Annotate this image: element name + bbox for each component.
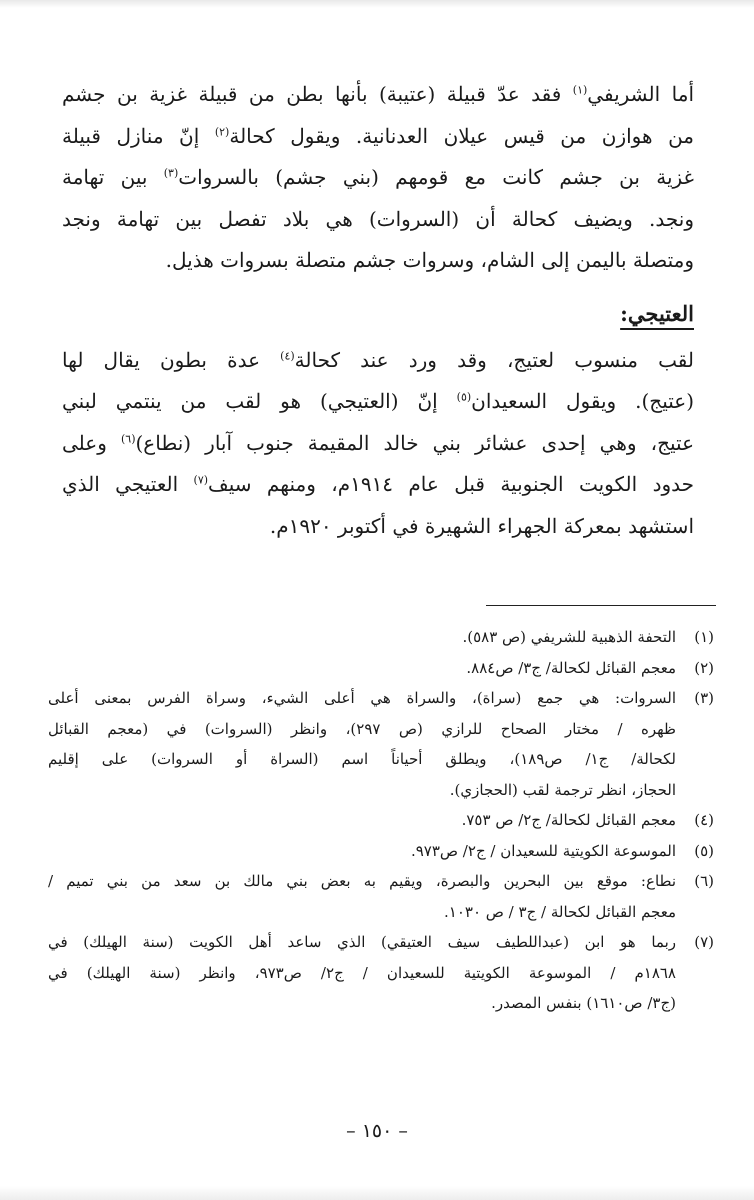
paragraph-line: حدود الكويت الجنوبية قبل عام ١٩١٤م، ومنهم سيف$^{(٧)}$ العتيجي الذي — [62, 472, 694, 496]
footnote-number: (٧) — [694, 933, 714, 951]
footnote-line: معجم القبائل لكحالة/ ج٢/ ص ٧٥٣. — [461, 811, 676, 829]
footnote-text — [48, 836, 676, 867]
footnote-7 — [48, 927, 714, 1019]
page-body — [62, 74, 694, 547]
section-heading — [62, 296, 694, 332]
footnote-4 — [48, 805, 714, 836]
paragraph-line: ومتصلة باليمن إلى الشام، وسروات جشم متصلة بسروات هذيل. — [165, 248, 694, 272]
footnote-text — [48, 622, 676, 653]
footnote-1 — [48, 622, 714, 653]
footnote-ref[interactable]: (١) — [572, 83, 588, 97]
footnote-ref[interactable]: (٣) — [163, 166, 179, 180]
footnote-line: معجم القبائل لكحالة / ج٣ / ص ١٠٣٠. — [444, 902, 676, 921]
footnote-ref[interactable]: (٤) — [280, 348, 295, 362]
page-bottom-edge — [0, 1186, 754, 1200]
paragraph-line: أما الشريفي$^{(١)}$ فقد عدّ قبيلة (عتيبة) بأنها بطن من قبيلة غزية بن جشم — [62, 82, 694, 106]
footnote-5 — [48, 836, 714, 867]
footnote-number: (٤) — [694, 811, 714, 829]
page-number: – ١٥٠ – — [346, 1120, 408, 1142]
footnote-number: (٥) — [694, 841, 714, 860]
footnote-line: السروات: هي جمع (سراة)، والسراة هي أعلى الشيء، وسراة الفرس بمعنى أعلى — [48, 689, 676, 707]
footnote-text — [48, 805, 676, 836]
footnote-number: (١) — [694, 628, 714, 646]
footnote-text — [48, 866, 676, 927]
page-top-edge — [0, 0, 754, 8]
footnote-2 — [48, 653, 714, 684]
paragraph-alutaiji — [62, 340, 694, 548]
footnote-ref[interactable]: (٢) — [214, 124, 230, 138]
footnote-ref[interactable]: (٥) — [456, 390, 472, 404]
footnote-line: التحفة الذهبية للشريفي (ص ٥٨٣). — [462, 628, 676, 646]
footnote-number: (٣) — [694, 689, 714, 707]
footnote-number: (٦) — [694, 872, 714, 890]
paragraph-line: استشهد بمعركة الجهراء الشهيرة في أكتوبر ١٩٢٠م. — [269, 513, 694, 538]
paragraph-line: لقب منسوب لعتيج، وقد ورد عند كحالة$^{(٤)}$ عدة بطون يقال لها — [62, 347, 694, 372]
footnotes-list — [48, 622, 714, 1019]
footnote-text — [48, 927, 676, 1019]
footnote-line: (ج٣/ ص١٦١٠) بنفس المصدر. — [491, 994, 676, 1012]
footnote-line: لكحالة/ ج١/ ص١٨٩)، ويطلق أحياناً اسم (السراة أو السروات) على إقليم — [48, 750, 676, 768]
paragraph-line: من هوازن من قيس عيلان العدنانية. ويقول كحالة$^{(٢)}$ إنّ منازل قبيلة — [62, 123, 694, 148]
footnote-line: معجم القبائل لكحالة/ ج٣/ ص٨٨٤. — [466, 658, 676, 677]
footnote-line: الموسوعة الكويتية للسعيدان / ج٢/ ص٩٧٣. — [410, 841, 676, 860]
paragraph-line: عتيج، وهي إحدى عشائر بني خالد المقيمة جنوب آبار (نطاع)$^{(٦)}$ وعلى — [62, 430, 694, 455]
paragraph-line: ونجد. ويضيف كحالة أن (السروات) هي بلاد تفصل بين تهامة ونجد — [62, 206, 694, 231]
footnote-divider — [486, 605, 716, 606]
footnote-6 — [48, 866, 714, 927]
footnote-ref[interactable]: (٧) — [193, 473, 209, 487]
footnote-text — [48, 683, 676, 805]
paragraph-alsharifi — [62, 74, 694, 282]
footnote-line: ١٨٦٨م / الموسوعة الكويتية للسعيدان / ج٢/ ص٩٧٣، وانظر (سنة الهيلك) في — [48, 963, 676, 982]
footnote-ref[interactable]: (٦) — [120, 431, 136, 445]
footnote-line: ربما هو ابن (عبداللطيف سيف العتيقي) الذي ساعد أهل الكويت (سنة الهيلك) في — [48, 933, 676, 951]
footnote-line: نطاع: موقع بين البحرين والبصرة، ويقيم به بعض بني مالك بن سعد من بني تميم / — [48, 872, 676, 890]
footnote-3 — [48, 683, 714, 805]
footnote-text — [48, 653, 676, 684]
paragraph-line: غزية بن جشم كانت مع قومهم (بني جشم) بالسروات$^{(٣)}$ بين تهامة — [62, 165, 694, 189]
paragraph-line: (عتيج). ويقول السعيدان$^{(٥)}$ إنّ (العتيجي) هو لقب من ينتمي لبني — [62, 389, 694, 413]
footnote-number: (٢) — [694, 658, 714, 677]
footnote-line: ظهره / مختار الصحاح للرازي (ص ٢٩٧)، وانظر (السروات) في (معجم القبائل — [48, 719, 676, 738]
footnote-line: الحجاز، انظر ترجمة لقب (الحجازي). — [449, 780, 676, 799]
heading-text: العتيجي: — [620, 300, 694, 326]
